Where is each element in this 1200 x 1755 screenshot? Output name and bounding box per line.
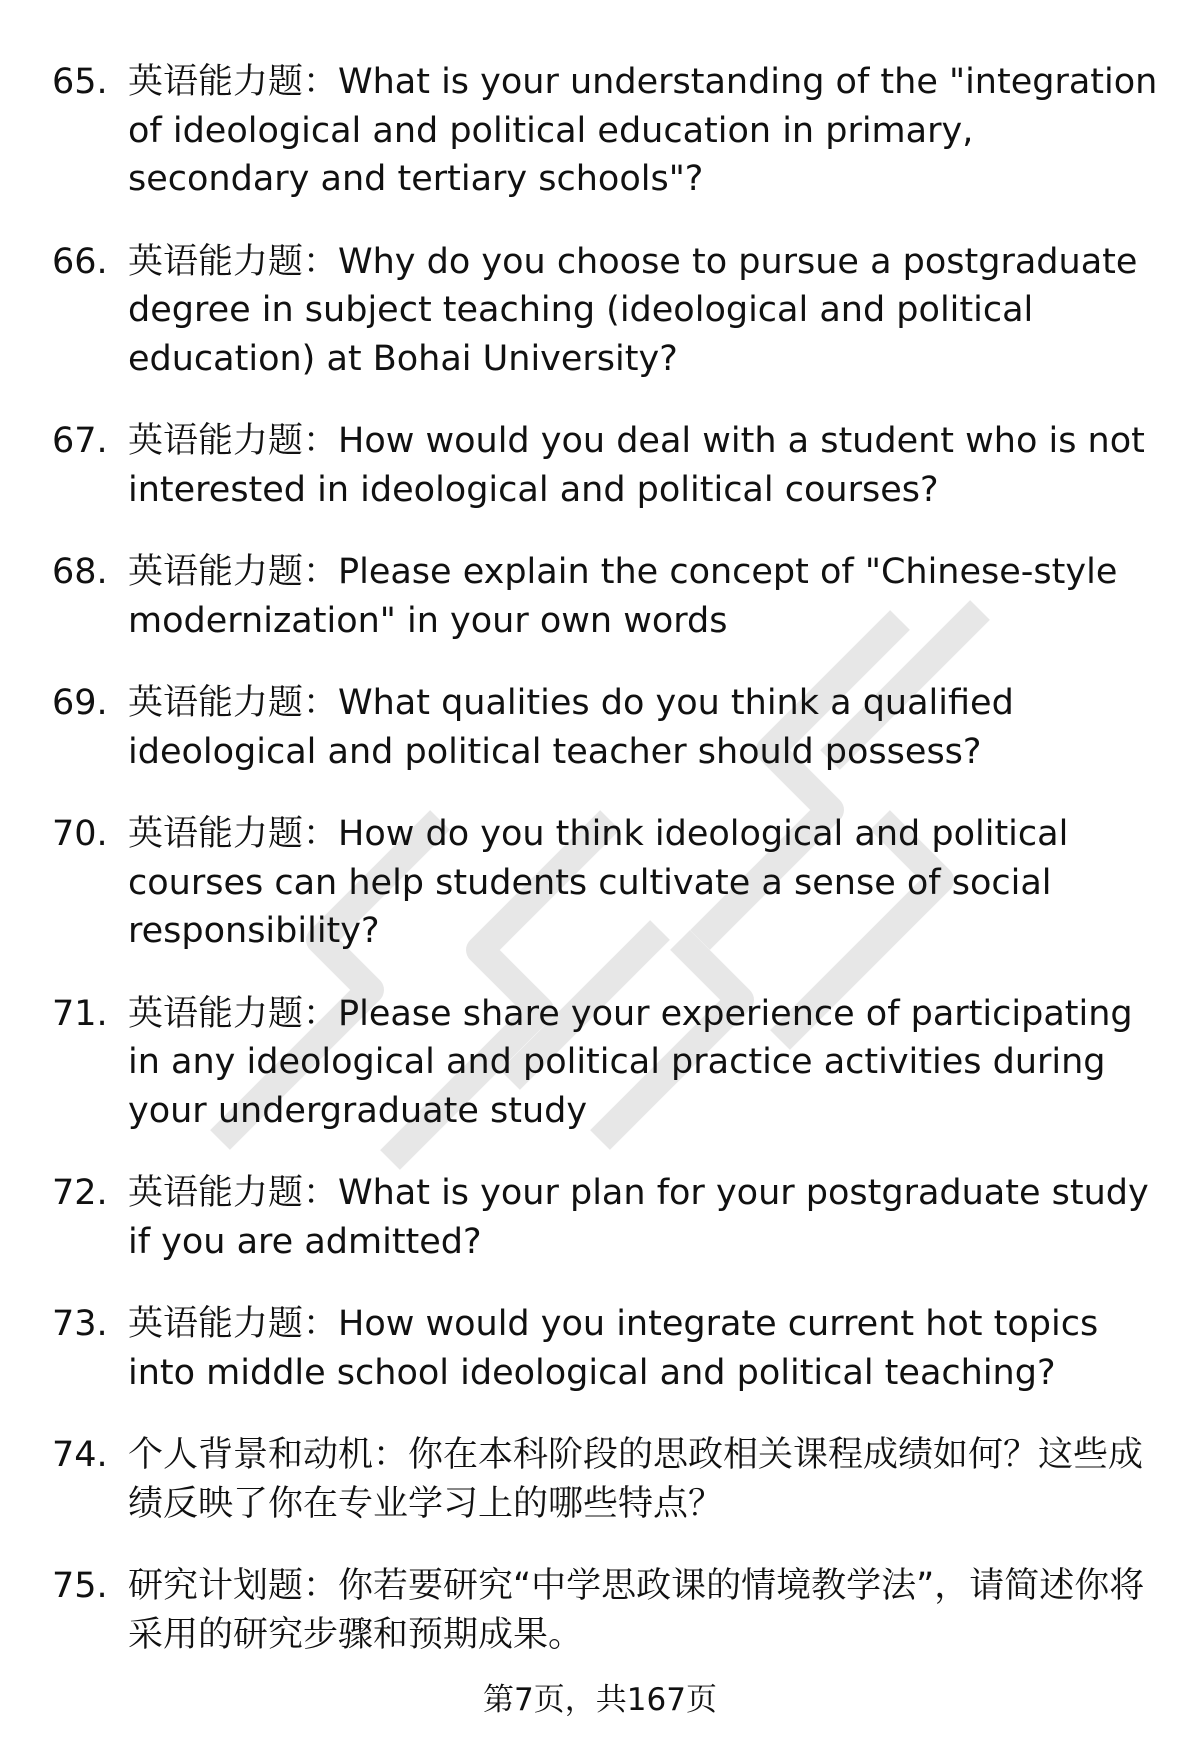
question-number: 69. — [52, 683, 108, 723]
question-item-75 — [52, 1562, 1162, 1659]
question-text: 英语能力题：What is your understanding of the "integration of ideological and political education in primary, secondary and tertiary schools"? — [128, 62, 1158, 199]
question-text: 英语能力题：How would you integrate current hot topics into middle school ideological and political teaching? — [128, 1304, 1099, 1393]
page-footer: 第7页，共167页 — [483, 1682, 717, 1718]
question-item-65 — [52, 58, 1162, 204]
question-text: 英语能力题：What is your plan for your postgraduate study if you are admitted? — [128, 1173, 1149, 1262]
question-number: 66. — [52, 241, 108, 282]
question-number: 73. — [52, 1304, 108, 1344]
question-text: 英语能力题：How would you deal with a student who is not interested in ideological and political courses? — [128, 421, 1145, 510]
question-item-71 — [52, 990, 1162, 1136]
question-text: 英语能力题：How do you think ideological and political courses can help students cultivate a sense of social responsibility? — [128, 814, 1069, 951]
question-item-67 — [52, 417, 1162, 514]
question-text: 英语能力题：What qualities do you think a qualified ideological and political teacher should possess? — [128, 683, 1014, 772]
question-number: 71. — [52, 993, 108, 1034]
question-number: 65. — [52, 62, 108, 102]
question-number: 74. — [52, 1435, 108, 1475]
question-text: 研究计划题：你若要研究“中学思政课的情境教学法”，请简述你将采用的研究步骤和预期成果。 — [128, 1566, 1145, 1655]
question-number: 67. — [52, 421, 108, 461]
question-text: 英语能力题：Why do you choose to pursue a postgraduate degree in subject teaching (ideological and political education) at Bohai University? — [128, 241, 1138, 379]
question-item-68 — [52, 548, 1162, 645]
question-text: 英语能力题：Please share your experience of participating in any ideological and political practice activities during your undergraduate study — [128, 993, 1133, 1131]
question-text: 个人背景和动机：你在本科阶段的思政相关课程成绩如何？这些成绩反映了你在专业学习上的哪些特点？ — [128, 1435, 1144, 1524]
question-item-74 — [52, 1431, 1162, 1528]
question-number: 75. — [52, 1566, 108, 1606]
question-item-72 — [52, 1169, 1162, 1266]
question-number: 68. — [52, 552, 108, 592]
question-number: 70. — [52, 814, 108, 854]
question-item-70 — [52, 810, 1162, 956]
question-list — [52, 58, 1162, 1693]
question-item-69 — [52, 679, 1162, 776]
question-number: 72. — [52, 1173, 108, 1213]
question-item-73 — [52, 1300, 1162, 1397]
question-text: 英语能力题：Please explain the concept of "Chinese-style modernization" in your own words — [128, 552, 1118, 641]
question-item-66 — [52, 238, 1162, 384]
